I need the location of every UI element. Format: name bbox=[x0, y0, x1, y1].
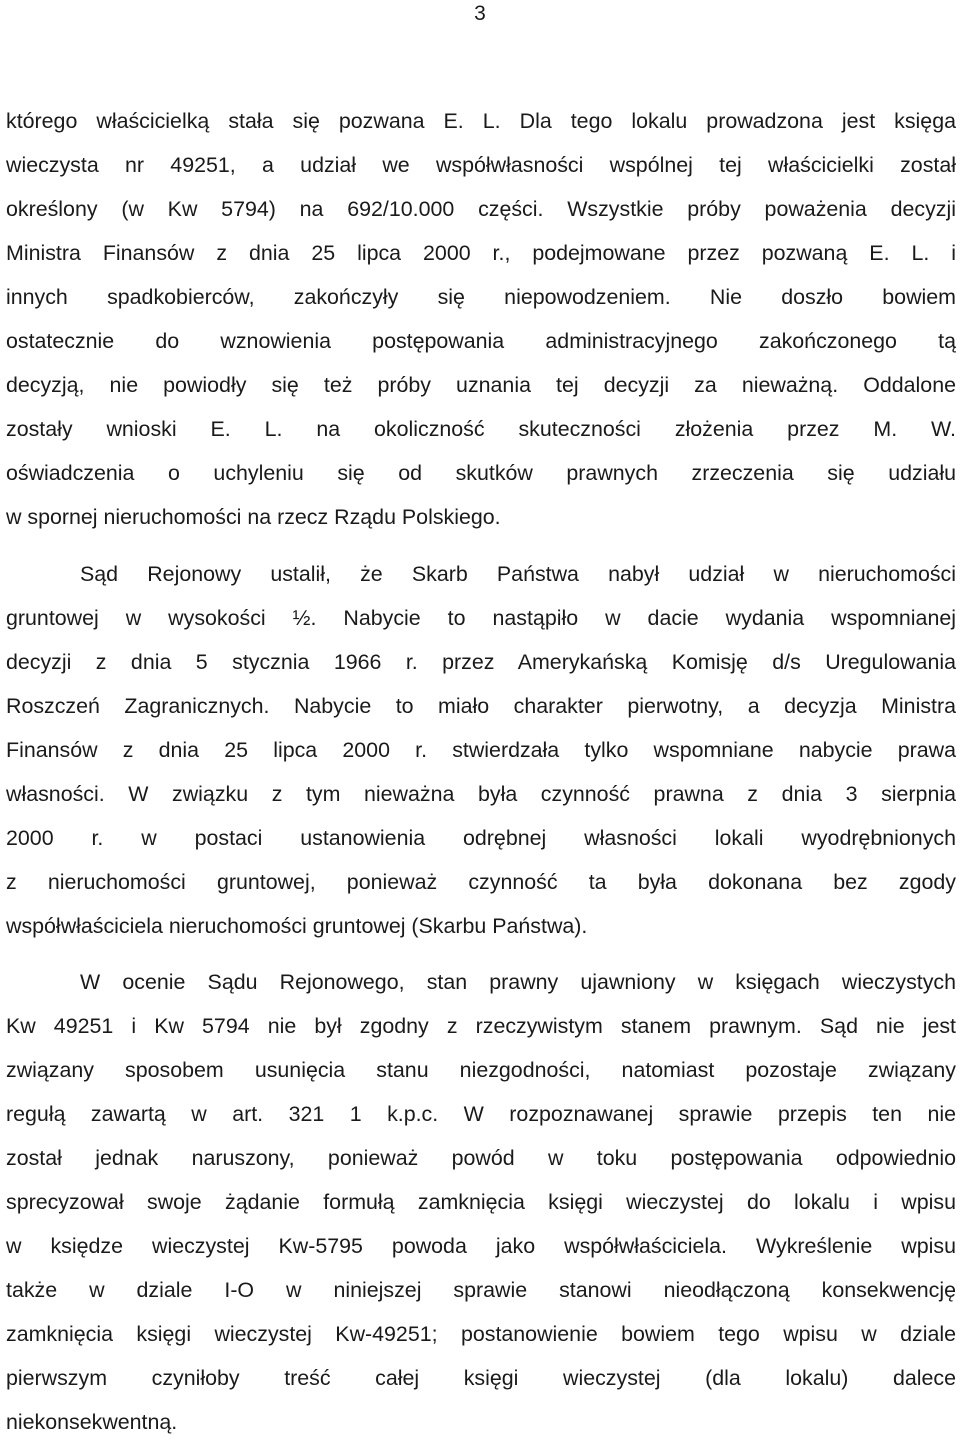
paragraph-spacer bbox=[6, 948, 956, 960]
document-body bbox=[6, 99, 956, 1444]
paragraph bbox=[6, 552, 956, 948]
paragraph bbox=[6, 960, 956, 1444]
text-line: w księdze wieczystej Kw-5795 powoda jako współwłaściciela. Wykreślenie wpisu bbox=[6, 1234, 956, 1258]
text-line: z nieruchomości gruntowej, ponieważ czynność ta była dokonana bez zgody bbox=[6, 870, 956, 894]
text-line: pierwszym czyniłoby treść całej księgi wieczystej (dla lokalu) dalece bbox=[6, 1366, 956, 1390]
page-number: 3 bbox=[474, 2, 486, 25]
text-line: określony (w Kw 5794) na 692/10.000 części. Wszystkie próby poważenia decyzji bbox=[6, 197, 956, 221]
text-line: ostatecznie do wznowienia postępowania administracyjnego zakończonego tą bbox=[6, 329, 956, 353]
text-line: którego właścicielką stała się pozwana E. L. Dla tego lokalu prowadzona jest księga bbox=[6, 109, 956, 133]
text-line: Kw 49251 i Kw 5794 nie był zgodny z rzeczywistym stanem prawnym. Sąd nie jest bbox=[6, 1014, 956, 1038]
paragraph bbox=[6, 99, 956, 539]
text-line: Finansów z dnia 25 lipca 2000 r. stwierdzała tylko wspomniane nabycie prawa bbox=[6, 738, 956, 762]
text-line: zamknięcia księgi wieczystej Kw-49251; postanowienie bowiem tego wpisu w dziale bbox=[6, 1322, 956, 1346]
text-line: Ministra Finansów z dnia 25 lipca 2000 r., podejmowane przez pozwaną E. L. i bbox=[6, 241, 956, 265]
text-line: niekonsekwentną. bbox=[6, 1410, 178, 1434]
paragraph-spacer bbox=[6, 539, 956, 552]
text-line: także w dziale I-O w niniejszej sprawie stanowi nieodłączoną konsekwencję bbox=[6, 1278, 956, 1302]
text-line: związany sposobem usunięcia stanu niezgodności, natomiast pozostaje związany bbox=[6, 1058, 956, 1082]
text-line: współwłaściciela nieruchomości gruntowej (Skarbu Państwa). bbox=[6, 914, 588, 938]
text-line: wieczysta nr 49251, a udział we współwłasności wspólnej tej właścicielki został bbox=[6, 153, 956, 177]
text-line: W ocenie Sądu Rejonowego, stan prawny ujawniony w księgach wieczystych bbox=[80, 970, 956, 994]
text-line: 2000 r. w postaci ustanowienia odrębnej własności lokali wyodrębnionych bbox=[6, 826, 956, 850]
text-line: decyzją, nie powiodły się też próby uznania tej decyzji za nieważną. Oddalone bbox=[6, 373, 956, 397]
text-line: własności. W związku z tym nieważna była czynność prawna z dnia 3 sierpnia bbox=[6, 782, 956, 806]
text-line: zostały wnioski E. L. na okoliczność skuteczności złożenia przez M. W. bbox=[6, 417, 956, 441]
text-line: innych spadkobierców, zakończyły się niepowodzeniem. Nie doszło bowiem bbox=[6, 285, 956, 309]
text-line: Sąd Rejonowy ustalił, że Skarb Państwa nabył udział w nieruchomości bbox=[80, 562, 956, 586]
text-line: Roszczeń Zagranicznych. Nabycie to miało charakter pierwotny, a decyzja Ministra bbox=[6, 694, 956, 718]
text-line: sprecyzował swoje żądanie formułą zamknięcia księgi wieczystej do lokalu i wpisu bbox=[6, 1190, 956, 1214]
text-line: decyzji z dnia 5 stycznia 1966 r. przez Amerykańską Komisję d/s Uregulowania bbox=[6, 650, 956, 674]
text-line: gruntowej w wysokości ½. Nabycie to nastąpiło w dacie wydania wspomnianej bbox=[6, 606, 956, 630]
text-line: został jednak naruszony, ponieważ powód w toku postępowania odpowiednio bbox=[6, 1146, 956, 1170]
text-line: w spornej nieruchomości na rzecz Rządu Polskiego. bbox=[6, 505, 501, 529]
text-line: regułą zawartą w art. 321 1 k.p.c. W rozpoznawanej sprawie przepis ten nie bbox=[6, 1102, 956, 1126]
text-line: oświadczenia o uchyleniu się od skutków prawnych zrzeczenia się udziału bbox=[6, 461, 956, 485]
